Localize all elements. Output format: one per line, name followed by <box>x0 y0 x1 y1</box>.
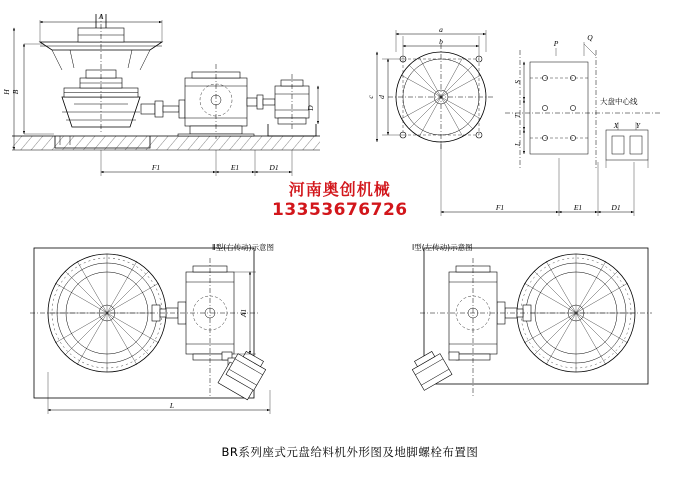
svg-text:Q: Q <box>587 33 593 42</box>
front-elevation-geometry <box>2 12 320 176</box>
phone-number: 13353676726 <box>272 200 408 220</box>
svg-text:P: P <box>553 39 559 48</box>
svg-text:D1: D1 <box>269 163 279 172</box>
svg-text:H: H <box>2 89 11 95</box>
svg-text:F1: F1 <box>495 203 505 212</box>
drawing-caption: BR系列座式元盘给料机外形图及地脚螺栓布置图 <box>221 445 479 459</box>
svg-text:L: L <box>169 401 175 410</box>
plan-right-drive-geometry <box>30 248 270 414</box>
plan-right-title: Ⅱ型(右传动)示意图 <box>212 243 275 252</box>
svg-text:D1: D1 <box>611 203 621 212</box>
svg-text:c: c <box>366 95 375 99</box>
svg-text:Y: Y <box>635 121 641 130</box>
svg-text:D: D <box>306 105 315 111</box>
svg-text:A: A <box>98 12 104 21</box>
svg-text:d: d <box>377 95 386 99</box>
svg-text:L: L <box>513 141 522 147</box>
company-name: 河南奥创机械 <box>288 180 391 199</box>
brand-block <box>272 180 408 221</box>
svg-text:X: X <box>613 121 619 130</box>
plan-left-drive-geometry <box>409 248 652 396</box>
svg-text:E1: E1 <box>230 163 240 172</box>
svg-text:b: b <box>439 37 443 46</box>
svg-text:F1: F1 <box>151 163 161 172</box>
svg-text:E1: E1 <box>573 203 583 212</box>
svg-text:a: a <box>439 25 443 34</box>
bolt-layout-geometry <box>366 25 660 216</box>
svg-text:S: S <box>513 80 522 84</box>
svg-text:B: B <box>11 89 20 95</box>
svg-text:大盘中心线: 大盘中心线 <box>600 97 638 106</box>
plan-left-title: Ⅰ型(左传动)示意图 <box>412 243 473 252</box>
svg-text:T: T <box>513 113 522 119</box>
svg-text:A1: A1 <box>239 308 248 318</box>
